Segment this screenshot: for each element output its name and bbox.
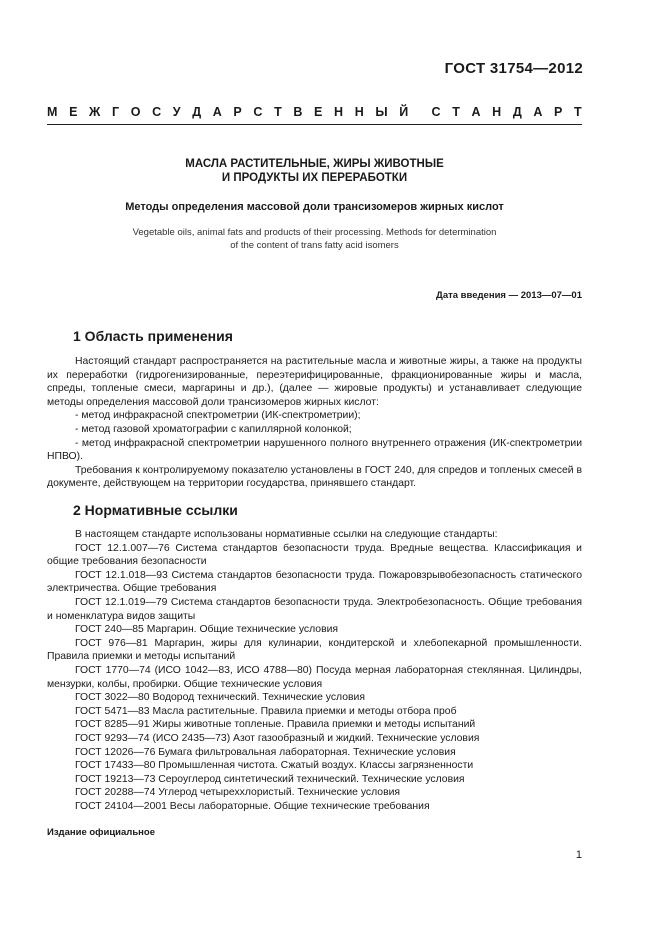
title-line-1: МАСЛА РАСТИТЕЛЬНЫЕ, ЖИРЫ ЖИВОТНЫЕ (185, 158, 444, 170)
english-title-line-2: of the content of trans fatty acid isomers (230, 240, 399, 251)
reference-item: ГОСТ 19213—73 Сероуглерод синтетический технический. Технические условия (75, 773, 465, 785)
section-1-list-item: - метод инфракрасной спектрометрии нарушенного полного внутреннего отражения (ИК-спектрометрии НПВО). (47, 437, 582, 463)
section-2-intro: В настоящем стандарте использованы нормативные ссылки на следующие стандарты: (75, 529, 498, 540)
banner-letter: С (431, 105, 441, 119)
reference-item: ГОСТ 20288—74 Углерод четыреххлористый. Технические условия (75, 787, 401, 799)
banner-letter: А (212, 105, 222, 119)
section-1-heading: 1 Область применения (73, 328, 233, 344)
reference-item: ГОСТ 12.1.007—76 Система стандартов безопасности труда. Вредные вещества. Классификация и общие требования безопасности (47, 542, 582, 568)
banner-letter: С (253, 105, 263, 119)
normative-references-list (47, 542, 582, 814)
reference-item: ГОСТ 1770—74 (ИСО 1042—83, ИСО 4788—80) Посуда мерная лабораторная стеклянная. Цилиндры, мензурки, колбы, пробирки. Общие технические условия (47, 664, 582, 690)
banner-letter: Е (314, 105, 323, 119)
banner-letter: Ы (375, 105, 388, 119)
banner-letter: А (471, 105, 481, 119)
banner-letter: Н (492, 105, 502, 119)
banner-letter: О (130, 105, 141, 119)
reference-item: ГОСТ 9293—74 (ИСО 2435—73) Азот газообразный и жидкий. Технические условия (75, 732, 480, 744)
section-1-list-item: - метод инфракрасной спектрометрии (ИК-спектрометрии); (75, 410, 361, 422)
section-1-paragraph: Требования к контролируемому показателю установлены в ГОСТ 240, для спредов и топленых смесей в документе, действующем на территории государства, принявшего стандарт. (47, 464, 582, 490)
banner-letter: С (152, 105, 162, 119)
gost-code: ГОСТ 31754—2012 (444, 60, 583, 77)
banner-letter: Д (512, 105, 522, 119)
section-2-heading: 2 Нормативные ссылки (73, 502, 238, 518)
section-1-body (47, 355, 582, 491)
reference-item: ГОСТ 240—85 Маргарин. Общие технические условия (75, 624, 339, 636)
reference-item: ГОСТ 12.1.019—79 Система стандартов безопасности труда. Электробезопасность. Общие требования и номенклатура видов защиты (47, 596, 582, 622)
interstate-standard-banner (47, 105, 582, 119)
banner-letter: Н (354, 105, 364, 119)
english-title-line-1: Vegetable oils, animal fats and products of their processing. Methods for determination (132, 227, 497, 238)
english-title (47, 226, 582, 252)
banner-letter: Ж (89, 105, 101, 119)
reference-item: ГОСТ 3022—80 Водород технический. Технические условия (75, 692, 365, 704)
banner-letter: М (47, 105, 58, 119)
introduction-date: Дата введения — 2013—07—01 (436, 290, 582, 301)
section-2-body (47, 528, 582, 813)
page-number: 1 (575, 849, 582, 861)
banner-letter: Д (192, 105, 202, 119)
reference-item: ГОСТ 24104—2001 Весы лабораторные. Общие технические требования (75, 800, 430, 812)
banner-letter: Н (334, 105, 344, 119)
section-1-paragraph: Настоящий стандарт распространяется на растительные масла и животные жиры, а также на продукты их переработки (гидрогенизированные, переэтерифицированные, фракционированные жиры и масла, спреды, топленые смеси, маргарины и др.), (далее — жировые продукты) и устанавливает следующие методы определения массовой доли трансизомеров жирных кислот: (47, 356, 582, 408)
banner-letter: Й (399, 105, 409, 119)
banner-letter: А (533, 105, 543, 119)
banner-letter: Е (69, 105, 78, 119)
reference-item: ГОСТ 8285—91 Жиры животные топленые. Правила приемки и методы испытаний (75, 719, 476, 731)
document-title (47, 157, 582, 185)
section-1-list-item: - метод газовой хроматографии с капиллярной колонкой; (75, 423, 352, 435)
reference-item: ГОСТ 12.1.018—93 Система стандартов безопасности труда. Пожаровзрывобезопасность статического электричества. Общие требования (47, 569, 582, 595)
banner-letter: Т (574, 105, 582, 119)
header-rule (47, 124, 582, 125)
banner-letter: Г (112, 105, 120, 119)
banner-letter: В (293, 105, 303, 119)
document-subtitle: Методы определения массовой доли трансизомеров жирных кислот (125, 201, 504, 213)
banner-letter: Т (274, 105, 282, 119)
banner-letter: Т (452, 105, 460, 119)
reference-item: ГОСТ 5471—83 Масла растительные. Правила приемки и методы отбора проб (75, 705, 457, 717)
official-edition-label: Издание официальное (47, 827, 155, 838)
banner-letter: Р (233, 105, 242, 119)
title-line-2: И ПРОДУКТЫ ИХ ПЕРЕРАБОТКИ (221, 172, 408, 184)
banner-letter: Р (554, 105, 563, 119)
reference-item: ГОСТ 976—81 Маргарин, жиры для кулинарии, кондитерской и хлебопекарной промышленности. Правила приемки и методы испытаний (47, 637, 582, 663)
reference-item: ГОСТ 12026—76 Бумага фильтровальная лабораторная. Технические условия (75, 746, 456, 758)
banner-letter: У (172, 105, 181, 119)
reference-item: ГОСТ 17433—80 Промышленная чистота. Сжатый воздух. Классы загрязненности (75, 760, 474, 772)
